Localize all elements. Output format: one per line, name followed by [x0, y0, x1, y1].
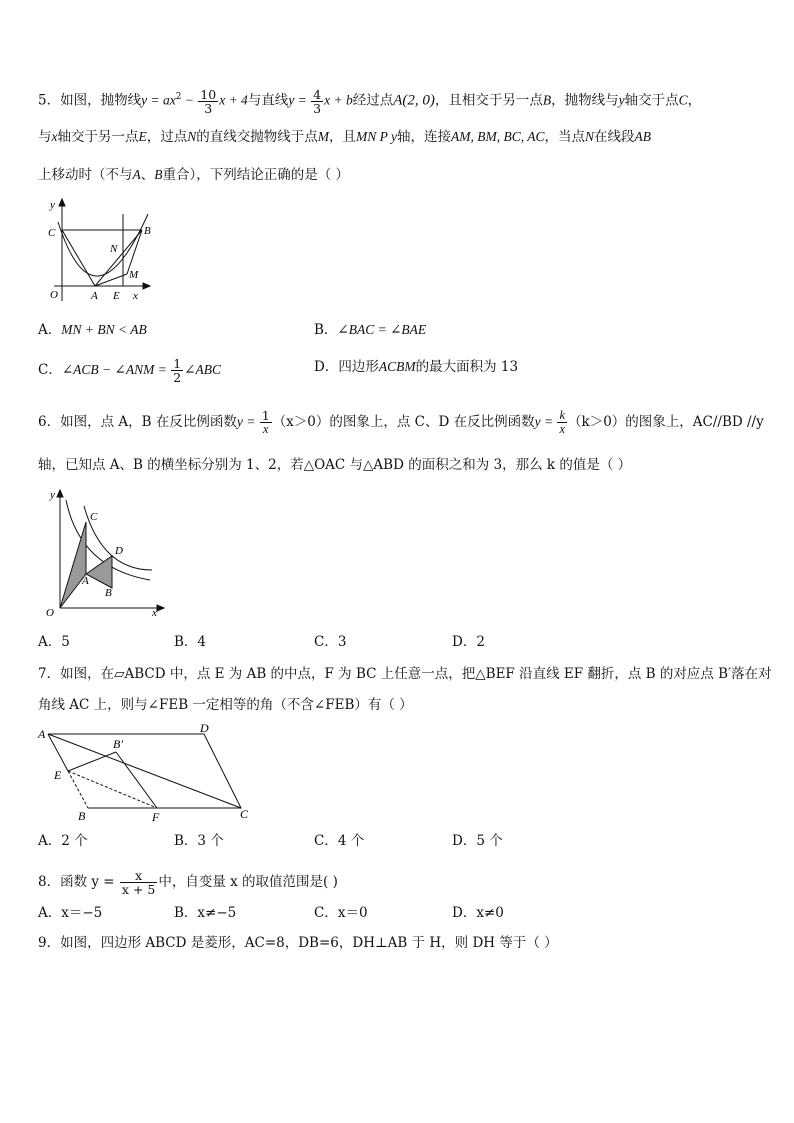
- segment-eb1: [68, 752, 116, 771]
- q5-var: B: [542, 92, 552, 108]
- q7-line-1: 7．如图，在▱ABCD 中，点 E 为 AB 的中点，F 为 BC 上任意一点，把△BEF 沿直线 EF 翻折，点 B 的对应点 B′落在对: [38, 666, 772, 682]
- label-a: A: [38, 727, 46, 741]
- q5-text: ，当点: [544, 129, 586, 145]
- q8-option-b[interactable]: B．x≠−5: [174, 905, 237, 921]
- label-x: x: [152, 607, 157, 619]
- q5-eq1-frac: $\frac{10}{3}$: [200, 86, 217, 116]
- label-e: E: [54, 768, 62, 782]
- q5-var: x: [51, 129, 58, 144]
- q5-text: ，过点: [146, 129, 188, 145]
- label-d: D: [200, 722, 209, 735]
- q6-text: （k＞0）的图象上，AC//BD //y: [568, 414, 764, 430]
- q6-option-c[interactable]: C．3: [314, 634, 347, 650]
- q5-var: y: [618, 92, 625, 108]
- q5-text: ，: [687, 92, 702, 109]
- q6-eq2: y =: [534, 414, 557, 429]
- q5-var: B: [154, 167, 163, 182]
- q5-text: 轴交于另一点: [57, 129, 139, 145]
- q5-line-2: [38, 127, 651, 147]
- segment-eb-dashed: [68, 771, 88, 808]
- label-n: N: [110, 243, 118, 255]
- q7-option-c[interactable]: C．4 个: [314, 833, 365, 849]
- q5-option-c[interactable]: C．∠ACB − ∠ANM = $\frac{1}{2}$ ∠ABC: [38, 356, 221, 385]
- q5-eq2: y =: [288, 92, 311, 108]
- q5-text: 轴，连接: [397, 129, 452, 145]
- label-x: x: [133, 290, 138, 302]
- label-b: B: [78, 809, 86, 823]
- q5-var: N: [187, 129, 197, 144]
- q5-eq2-tail: x + b: [324, 92, 353, 108]
- q5-var: AM, BM, BC, AC: [451, 129, 545, 144]
- label-b-prime: B′: [113, 737, 123, 751]
- label-b: B: [144, 225, 151, 237]
- q5-text: 轴交于点: [624, 92, 679, 109]
- label-a: A: [82, 575, 89, 587]
- label-a: A: [91, 290, 98, 302]
- label-o: O: [50, 289, 58, 301]
- q6-option-a[interactable]: A．5: [38, 634, 70, 650]
- q5-option-b[interactable]: B．∠BAC = ∠BAE: [314, 322, 427, 338]
- q9-line-1: 9．如图，四边形 ABCD 是菱形，AC=8，DB=6，DH⊥AB 于 H，则 DH 等于（ ）: [38, 935, 558, 951]
- q7-option-a[interactable]: A．2 个: [38, 833, 88, 849]
- q5-text: 如图，抛物线: [60, 92, 142, 109]
- q6-text: （x＞0）的图象上，点 C、D 在反比例函数: [272, 414, 535, 430]
- q6-text: 6．如图，点 A，B 在反比例函数: [38, 414, 237, 430]
- q5-option-d[interactable]: D．四边形ACBM的最大面积为 13: [314, 359, 519, 375]
- q8-text: 8．函数 y =: [38, 874, 119, 890]
- q5-eq1-minus: −: [181, 92, 198, 108]
- label-c: C: [48, 227, 56, 239]
- q5-text: ，抛物线与: [551, 92, 619, 109]
- q5-text: 与: [38, 129, 52, 145]
- segment-ae: [48, 734, 68, 771]
- q5-text: 、: [140, 167, 155, 183]
- y-axis-arrow: [59, 199, 65, 206]
- q7-line-2: 角线 AC 上，则与∠FEB 一定相等的角（不含∠FEB）有（ ）: [38, 697, 413, 713]
- q6-eq2-frac: $\frac{k}{x}$: [559, 408, 566, 436]
- q5-text: 重合），下列结论正确的是（ ）: [162, 167, 350, 183]
- label-y: y: [50, 199, 55, 211]
- q5-text: 上移动时（不与: [38, 167, 133, 183]
- x-axis-arrow: [157, 605, 164, 611]
- q5-text: 经过点: [352, 92, 394, 109]
- q5-text: 与直线: [247, 92, 289, 109]
- q8-option-d[interactable]: D．x≠0: [452, 905, 504, 921]
- q5-eq1-tail: x + 4: [219, 92, 248, 108]
- q6-option-b[interactable]: B．4: [174, 634, 207, 650]
- q5-var: MN P y: [356, 129, 398, 144]
- segment-bm: [127, 230, 142, 274]
- label-c: C: [90, 511, 98, 523]
- q5-var: AB: [634, 129, 652, 144]
- q5-var: C: [678, 92, 688, 108]
- q7-figure: [36, 722, 256, 824]
- q5-text: ，且: [329, 129, 357, 145]
- label-o: O: [46, 607, 54, 619]
- diagonal-ac: [48, 734, 241, 808]
- q5-option-a[interactable]: A．MN + BN < AB: [38, 322, 147, 338]
- label-e: E: [113, 290, 120, 302]
- q5-var: E: [138, 129, 147, 144]
- q5-var: N: [585, 129, 595, 144]
- q7-option-b[interactable]: B．3 个: [174, 833, 224, 849]
- q5-point-a: A(2, 0): [393, 92, 435, 109]
- parabola: [58, 214, 148, 276]
- label-d: D: [115, 545, 123, 557]
- segment-b1f: [116, 752, 157, 808]
- q5-text: 的直线交抛物线于点: [196, 129, 318, 145]
- label-y: y: [50, 489, 55, 501]
- label-c: C: [240, 807, 249, 821]
- q8-fraction: $\frac{x}{x + 5}$: [121, 868, 156, 897]
- q5-var: A: [132, 167, 141, 182]
- q7-option-d[interactable]: D．5 个: [452, 833, 503, 849]
- q8-text: 中，自变量 x 的取值范围是( ): [158, 874, 338, 890]
- q5-line-1: [38, 87, 701, 115]
- q5-eq1: y = ax: [141, 92, 176, 108]
- triangle-abd: [86, 556, 112, 588]
- q5-var: M: [317, 129, 330, 144]
- q8-line-1: [38, 869, 338, 896]
- x-axis-arrow: [143, 283, 150, 289]
- q6-line-1: [38, 409, 764, 436]
- q8-option-c[interactable]: C．x＝0: [314, 905, 368, 921]
- q6-line-2: 轴，已知点 A、B 的横坐标分别为 1、2，若△OAC 与△ABD 的面积之和为 3，那么 k 的值是（ ）: [38, 457, 632, 473]
- q5-eq1-sup: 2: [175, 92, 182, 102]
- label-m: M: [129, 269, 139, 281]
- q5-text: 在线段: [594, 129, 635, 145]
- q5-figure: [38, 196, 158, 306]
- label-b: B: [105, 587, 112, 599]
- q6-eq1: y =: [236, 414, 259, 429]
- q6-option-d[interactable]: D．2: [452, 634, 485, 650]
- q6-eq1-frac: $\frac{1}{x}$: [261, 408, 270, 436]
- triangle-oac: [60, 522, 86, 608]
- segment-ac: [62, 230, 95, 286]
- q5-line-3: [38, 165, 349, 185]
- q5-text: ，且相交于另一点: [434, 92, 543, 109]
- q5-eq2-frac: $\frac{4}{3}$: [313, 86, 322, 116]
- q8-option-a[interactable]: A．x＝−5: [38, 905, 103, 921]
- label-f: F: [152, 810, 160, 824]
- y-axis-arrow: [57, 490, 63, 497]
- q5-number: 5．: [38, 92, 61, 109]
- q6-figure: [40, 484, 170, 620]
